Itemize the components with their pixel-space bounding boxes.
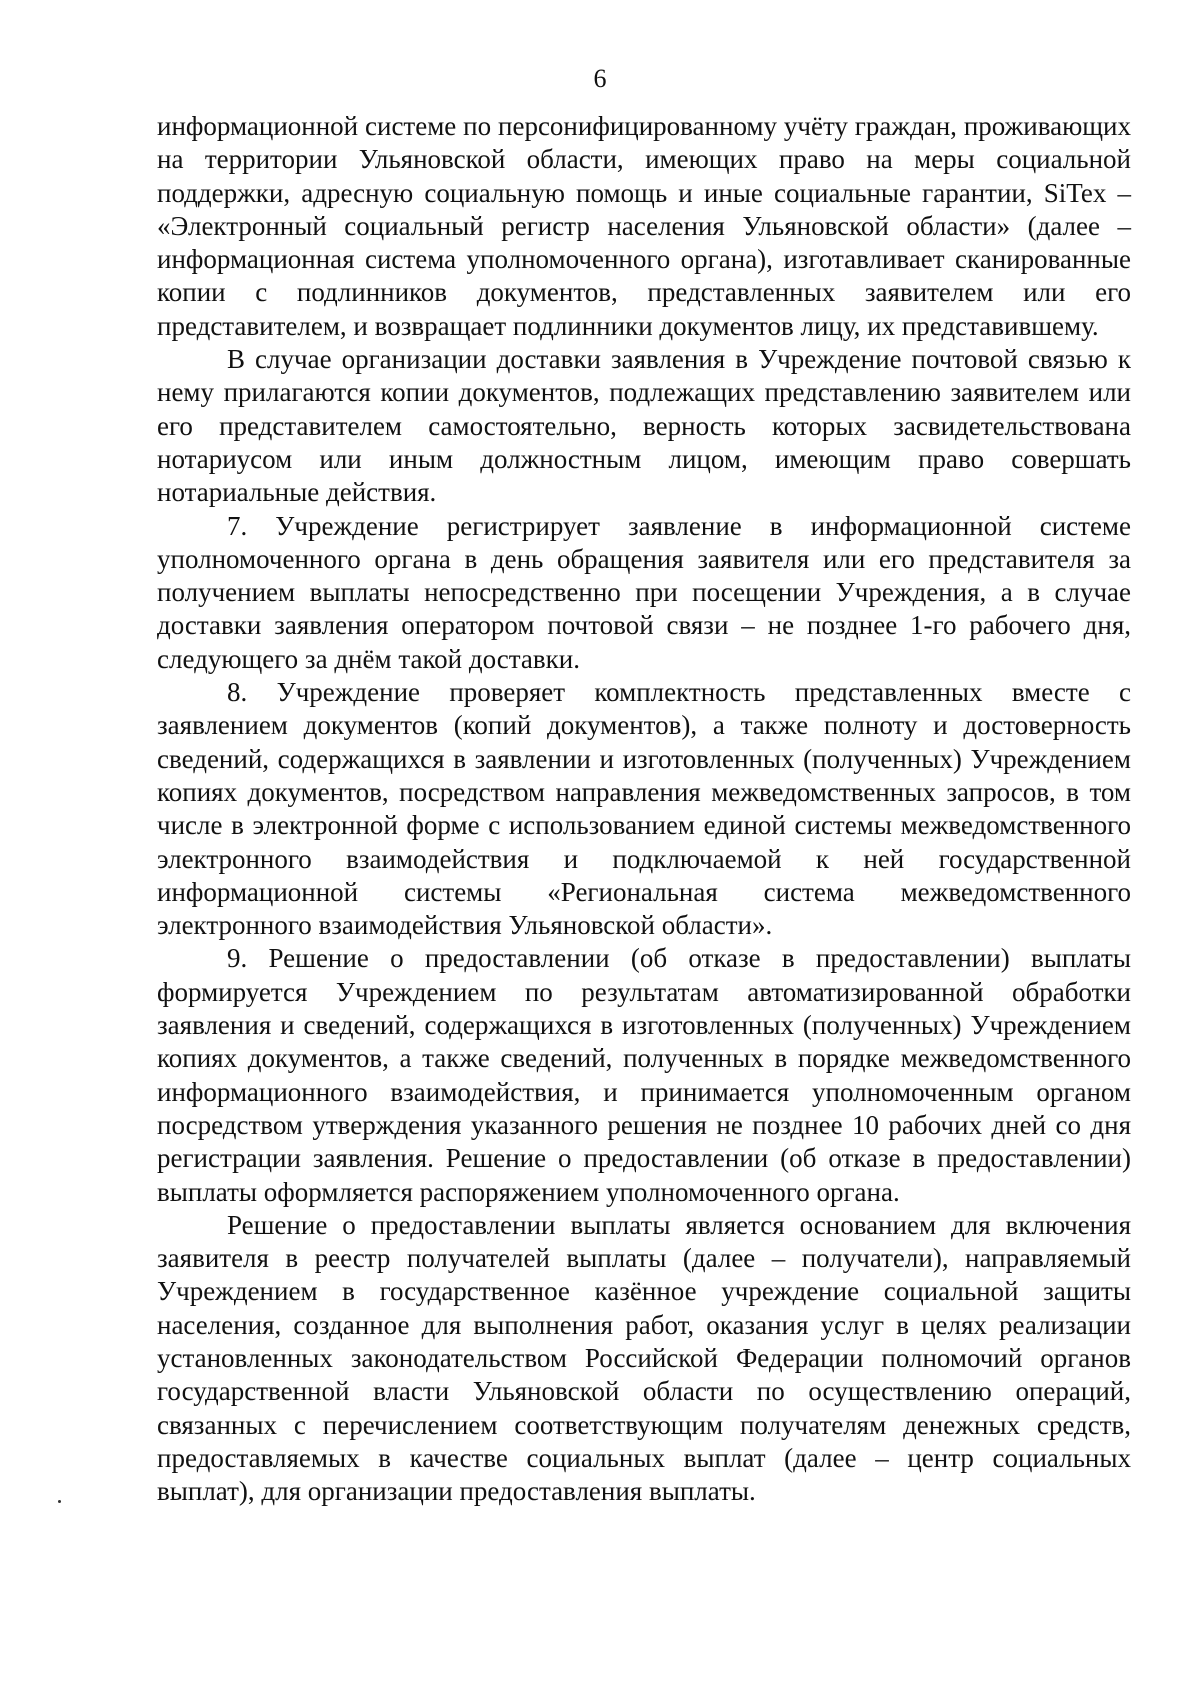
scan-speck (58, 1500, 61, 1503)
page-number: 6 (593, 64, 607, 93)
paragraph-item-8: 8. Учреждение проверяет комплектность представленных вместе с заявлением документов (копий документов), а также полноту и достоверность сведений, содержащихся в заявлении и изготовленных (полученных) Учреждением копиях документов, посредством направления межведомственных запросов, в том числе в электронной форме с использованием единой системы межведомственного электронного взаимодействия и подключаемой к ней государственной информационной системы «Региональная система межведомственного электронного взаимодействия Ульяновской области». (157, 677, 1131, 941)
paragraph-postal-delivery: В случае организации доставки заявления в Учреждение почтовой связью к нему прилагаются копии документов, подлежащих представлению заявителем или его представителем самостоятельно, верность которых засвидетельствована нотариусом или иным должностным лицом, имеющим право совершать нотариальные действия. (157, 344, 1131, 508)
paragraph-registry-decision: Решение о предоставлении выплаты является основанием для включения заявителя в реестр получателей выплаты (далее – получатели), направляемый Учреждением в государственное казённое учреждение социальной защиты населения, созданное для выполнения работ, оказания услуг в целях реализации установленных законодательством Российской Федерации полномочий органов государственной власти Ульяновской области по осуществлению операций, связанных с перечислением соответствующим получателям денежных средств, предоставляемых в качестве социальных выплат (далее – центр социальных выплат), для организации предоставления выплаты. (157, 1209, 1131, 1507)
paragraph-item-7: 7. Учреждение регистрирует заявление в информационной системе уполномоченного органа в день обращения заявителя или его представителя за получением выплаты непосредственно при посещении Учреждения, а в случае доставки заявления оператором почтовой связи – не позднее 1-го рабочего дня, следующего за днём такой доставки. (157, 510, 1131, 674)
paragraph-item-9: 9. Решение о предоставлении (об отказе в предоставлении) выплаты формируется Учреждением по результатам автоматизированной обработки заявления и сведений, содержащихся в изготовленных (полученных) Учреждением копиях документов, а также сведений, полученных в порядке межведомственного информационного взаимодействия, и принимается уполномоченным органом посредством утверждения указанного решения не позднее 10 рабочих дней со дня регистрации заявления. Решение о предоставлении (об отказе в предоставлении) выплаты оформляется распоряжением уполномоченного органа. (157, 943, 1131, 1207)
document-body (157, 110, 1131, 1508)
paragraph-continuation: информационной системе по персонифицированному учёту граждан, проживающих на территории Ульяновской области, имеющих право на меры социальной поддержки, адресную социальную помощь и иные социальные гарантии, SiTex – «Электронный социальный регистр населения Ульяновской области» (далее – информационная система уполномоченного органа), изготавливает сканированные копии с подлинников документов, представленных заявителем или его представителем, и возвращает подлинники документов лицу, их представившему. (157, 111, 1131, 341)
